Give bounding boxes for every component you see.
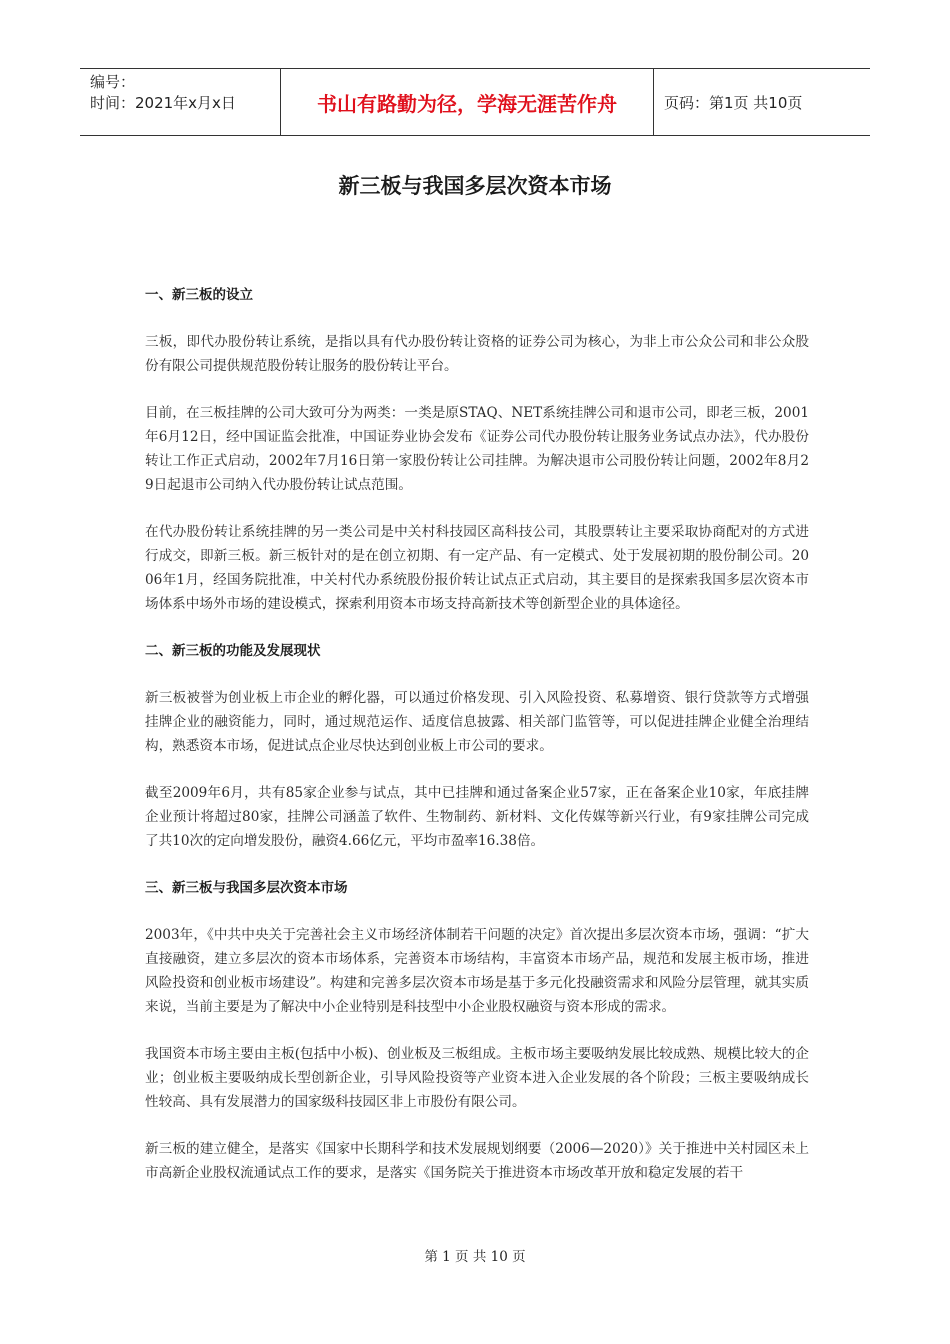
paragraph: 三板，即代办股份转让系统，是指以具有代办股份转让资格的证券公司为核心，为非上市公众公司和非公众股份有限公司提供规范股份转让服务的股份转让平台。 (145, 334, 809, 374)
section-heading: 一、新三板的设立 (145, 287, 253, 303)
paragraph: 2003年，《中共中央关于完善社会主义市场经济体制若干问题的决定》首次提出多层次资本市场，强调：“扩大直接融资，建立多层次的资本市场体系，完善资本市场结构，丰富资本市场产品，规范和发展主板市场，推进风险投资和创业板市场建设”。构建和完善多层次资本市场是基于多元化投融资需求和风险分层管理，就其实质来说，当前主要是为了解决中小企业特别是科技型中小企业股权融资与资本形成的需求。 (145, 927, 809, 1015)
section-heading: 三、新三板与我国多层次资本市场 (145, 880, 348, 896)
paragraph: 新三板的建立健全，是落实《国家中长期科学和技术发展规划纲要（2006—2020）》关于推进中关村园区未上市高新企业股权流通试点工作的要求，是落实《国务院关于推进资本市场改革开放和稳定发展的若干 (145, 1141, 809, 1181)
header-motto: 书山有路勤为径，学海无涯苦作舟 (281, 69, 654, 135)
paragraph: 我国资本市场主要由主板(包括中小板)、创业板及三板组成。主板市场主要吸纳发展比较成熟、规模比较大的企业；创业板主要吸纳成长型创新企业，引导风险投资等产业资本进入企业发展的各个阶段；三板主要吸纳成长性较高、具有发展潜力的国家级科技园区非上市股份有限公司。 (145, 1046, 809, 1110)
document-body (145, 283, 809, 1208)
document-header (80, 68, 870, 136)
page-footer: 第 1 页 共 10 页 (424, 1249, 526, 1265)
number-label: 编号： (90, 73, 136, 91)
paragraph: 截至2009年6月，共有85家企业参与试点，其中已挂牌和通过备案企业57家，正在备案企业10家，年底挂牌企业预计将超过80家，挂牌公司涵盖了软件、生物制药、新材料、文化传媒等新兴行业，有9家挂牌公司完成了共10次的定向增发股份，融资4.66亿元，平均市盈率16.38倍。 (145, 785, 809, 849)
document-title: 新三板与我国多层次资本市场 (338, 174, 612, 198)
paragraph: 在代办股份转让系统挂牌的另一类公司是中关村科技园区高科技公司，其股票转让主要采取协商配对的方式进行成交，即新三板。新三板针对的是在创立初期、有一定产品、有一定模式、处于发展初期的股份制公司。2006年1月，经国务院批准，中关村代办系统股份报价转让试点正式启动，其主要目的是探索我国多层次资本市场体系中场外市场的建设模式，探索利用资本市场支持高新技术等创新型企业的具体途径。 (145, 524, 809, 612)
header-meta (80, 69, 281, 135)
date-line: 时间：2021年x月x日 (90, 94, 236, 112)
header-page-info: 页码：第1页 共10页 (664, 93, 803, 112)
paragraph: 目前，在三板挂牌的公司大致可分为两类：一类是原STAQ、NET系统挂牌公司和退市公司，即老三板，2001年6月12日，经中国证监会批准，中国证券业协会发布《证券公司代办股份转让服务业务试点办法》，代办股份转让工作正式启动，2002年7月16日第一家股份转让公司挂牌。为解决退市公司股份转让问题，2002年8月29日起退市公司纳入代办股份转让试点范围。 (145, 405, 809, 493)
paragraph: 新三板被誉为创业板上市企业的孵化器，可以通过价格发现、引入风险投资、私募增资、银行贷款等方式增强挂牌企业的融资能力，同时，通过规范运作、适度信息披露、相关部门监管等，可以促进挂牌企业健全治理结构，熟悉资本市场，促进试点企业尽快达到创业板上市公司的要求。 (145, 690, 809, 754)
section-heading: 二、新三板的功能及发展现状 (145, 643, 321, 659)
